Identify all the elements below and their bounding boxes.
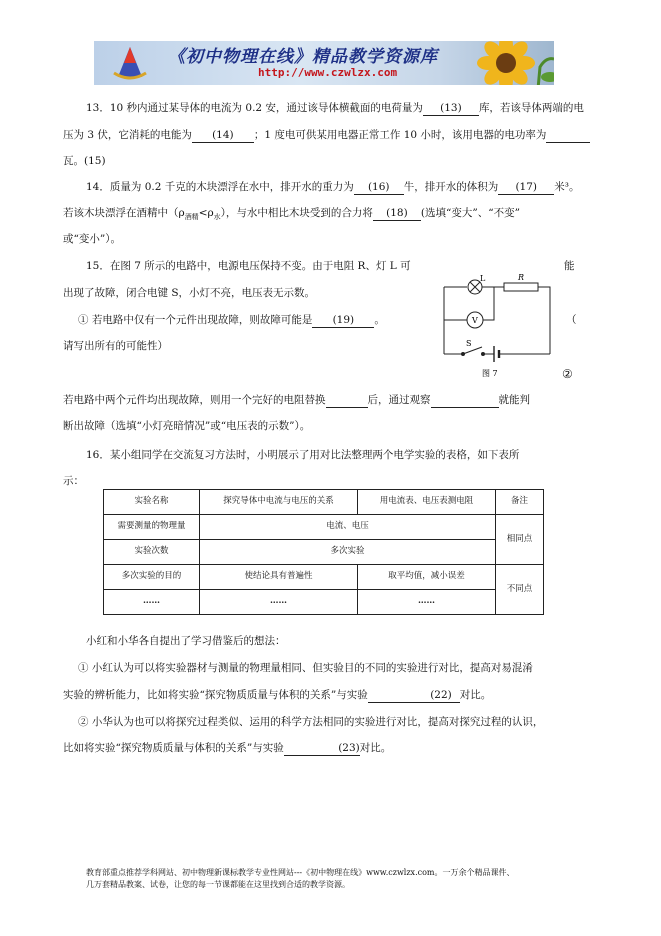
answer-blank-14[interactable]: (14): [192, 130, 254, 143]
table-cell: ……: [104, 590, 200, 615]
comparison-table: [103, 489, 544, 615]
answer-blank-16[interactable]: (16): [354, 182, 404, 195]
table-header: 探究导体中电流与电压的关系: [200, 490, 358, 515]
answer-blank-13[interactable]: (13): [423, 103, 479, 116]
q13-line-1: 13．10 秒内通过某导体的电流为 0.2 安，通过该导体横截面的电荷量为 (13) 库，若该导体两端的电: [86, 102, 584, 114]
table-cell: 多次实验的目的: [104, 565, 200, 590]
q14-line-2: 若该木块漂浮在酒精中$(\rho_{酒精}<\rho_水)$，与水中相比木块受到的合力将 (18) (选填“变大”、“不变”: [63, 207, 520, 222]
table-header: 用电流表、电压表测电阻: [358, 490, 496, 515]
switch-icon: [463, 347, 482, 354]
q14-line-1: 14．质量为 0.2 千克的木块漂浮在水中，排开水的重力为 (16) 牛，排开水的体积为 (17) 米³。: [86, 181, 580, 193]
table-cell: 取平均值，减小误差: [358, 565, 496, 590]
header-banner: [94, 41, 554, 85]
resistor-icon: [504, 283, 538, 291]
table-cell: 电流、电压: [200, 515, 496, 540]
footer-line-2: 几万套精品教案、试卷，让您的每一节课都能在这里找到合适的教学资源。: [86, 880, 350, 889]
answer-blank-22[interactable]: (22): [368, 690, 460, 703]
answer-blank-19[interactable]: (19): [312, 315, 374, 328]
q16-point-1-line-2: 实验的辨析能力，比如将实验“探究物质质量与体积的关系”与实验 (22) 对比。: [63, 689, 492, 701]
table-header: 实验名称: [104, 490, 200, 515]
table-header: 备注: [496, 490, 544, 515]
answer-blank-15: (15): [84, 155, 106, 167]
answer-blank-15-line[interactable]: [546, 130, 590, 143]
q15-line-6: 断出故障（选填“小灯亮暗情况”或“电压表的示数”）。: [63, 420, 311, 432]
q15-item-1-open: （: [566, 314, 577, 326]
table-cell: 使结论具有普遍性: [200, 565, 358, 590]
answer-blank-23[interactable]: (23): [284, 743, 360, 756]
table-cell: ……: [200, 590, 358, 615]
circuit-diagram: [432, 270, 560, 382]
table-cell: 实验次数: [104, 540, 200, 565]
table-cell: 不同点: [496, 565, 544, 615]
table-row: [104, 590, 544, 615]
q15-line-1-end: 能: [564, 260, 575, 272]
table-row: [104, 515, 544, 540]
table-row: [104, 565, 544, 590]
q15-line-1: 15．在图 7 所示的电路中，电源电压保持不变。由于电阻 R、灯 L 可: [86, 260, 411, 272]
answer-blank-18[interactable]: (18): [373, 208, 421, 221]
q16-point-2-line-2: 比如将实验“探究物质质量与体积的关系”与实验 (23)对比。: [63, 742, 392, 754]
table-row: [104, 540, 544, 565]
table-cell: 相同点: [496, 515, 544, 565]
q15-line-2: 出现了故障，闭合电键 S，小灯不亮，电压表无示数。: [63, 287, 316, 299]
q13-line-2: 压为 3 伏，它消耗的电能为 (14) ；1 度电可供某用电器正常工作 10 小时，该用电器的电功率为: [63, 128, 590, 143]
footer-line-1: 教育部重点推荐学科网站、初中物理新课标教学专业性网站---《初中物理在线》www.czwlzx.com。一万余个精品课件、: [86, 868, 515, 877]
label-L: L: [480, 274, 486, 283]
q16-point-1: ① 小红认为可以将实验器材与测量的物理量相同、但实验目的不同的实验进行对比，提高对易混淆: [78, 662, 533, 674]
q15-line-5: 若电路中两个元件均出现故障，则用一个完好的电阻替换 后，通过观察 就能判: [63, 394, 530, 406]
q15-item-1: ① 若电路中仅有一个元件出现故障，则故障可能是 (19) 。: [78, 314, 385, 326]
q16-line-1: 16．某小组同学在交流复习方法时，小明展示了用对比法整理两个电学实验的表格，如下表所: [86, 449, 520, 461]
figure-caption: 图 7: [482, 369, 498, 378]
q16-intro: 小红和小华各自提出了学习借鉴后的想法：: [86, 635, 286, 647]
label-V: V: [472, 316, 478, 325]
sunflower-icon: [466, 41, 554, 85]
table-row: [104, 490, 544, 515]
site-logo-icon: [100, 43, 160, 83]
label-S: S: [466, 339, 472, 348]
answer-blank-17[interactable]: (17): [498, 182, 554, 195]
q15-item-2-marker: ②: [562, 367, 573, 381]
answer-blank-21[interactable]: [431, 395, 499, 408]
q16-line-2: 示：: [63, 475, 84, 487]
q14-line-3: 或“变小”）。: [63, 233, 121, 245]
table-cell: 需要测量的物理量: [104, 515, 200, 540]
answer-blank-20[interactable]: [326, 395, 368, 408]
label-R: R: [518, 273, 525, 282]
page-footer: [86, 867, 606, 891]
q13-line-3: 瓦。(15): [63, 155, 106, 167]
banner-url: http://www.czwlzx.com: [258, 66, 398, 79]
q16-point-2: ② 小华认为也可以将探究过程类似、运用的科学方法相同的实验进行对比，提高对探究过程的认识，: [78, 716, 544, 728]
banner-title: 《初中物理在线》精品教学资源库: [168, 47, 438, 67]
q15-item-1-hint: 请写出所有的可能性）: [63, 340, 168, 352]
table-cell: 多次实验: [200, 540, 496, 565]
table-cell: ……: [358, 590, 496, 615]
